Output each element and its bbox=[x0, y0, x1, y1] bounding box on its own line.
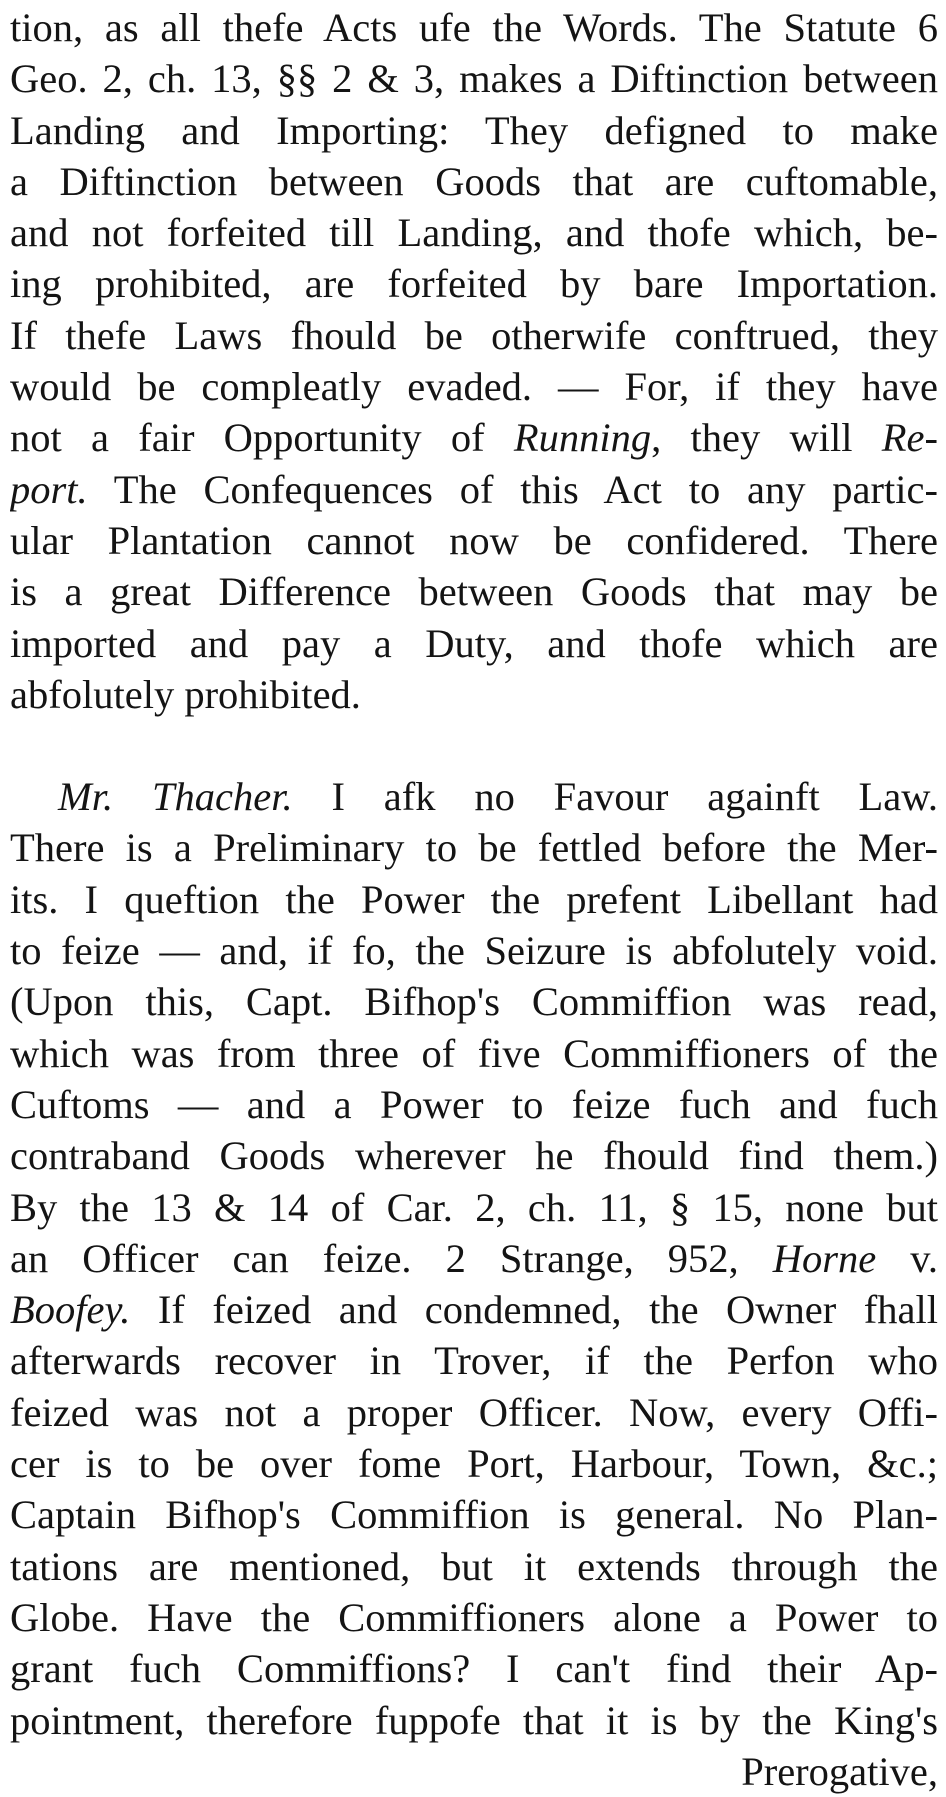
italic-word-report-end: port. bbox=[10, 466, 88, 512]
document-page bbox=[10, 2, 938, 1797]
text-line bbox=[10, 1284, 938, 1335]
text-line: grant fuch Commiffions? I can't find their Ap- bbox=[10, 1646, 938, 1692]
text-line: pointment, therefore fuppofe that it is by the King's bbox=[10, 1697, 938, 1743]
text-line: ing prohibited, are forfeited by bare Importation. bbox=[10, 261, 938, 307]
text-line: ular Plantation cannot now be confidered. There bbox=[10, 517, 938, 563]
text-line: Landing and Importing: They defigned to make bbox=[10, 107, 938, 153]
text-line: Geo. 2, ch. 13, §§ 2 & 3, makes a Diftinction between bbox=[10, 56, 938, 102]
text-line: its. I queftion the Power the prefent Libellant had bbox=[10, 876, 938, 922]
italic-word-running: Running bbox=[513, 415, 652, 461]
text-line: tations are mentioned, but it extends through the bbox=[10, 1543, 938, 1589]
text-run: , they will bbox=[651, 415, 882, 461]
paragraph-spacer bbox=[10, 720, 938, 771]
text-line: imported and pay a Duty, and thofe which are bbox=[10, 620, 938, 666]
text-line bbox=[10, 464, 938, 515]
text-run: an Officer can feize. 2 Strange, 952, bbox=[10, 1235, 773, 1281]
text-line: which was from three of five Commiffioners of the bbox=[10, 1030, 938, 1076]
text-line: contraband Goods wherever he fhould find them.) bbox=[10, 1133, 938, 1179]
text-line bbox=[10, 1233, 938, 1284]
italic-case-name-horne: Horne bbox=[772, 1235, 877, 1281]
text-line: (Upon this, Capt. Bifhop's Commiffion was read, bbox=[10, 979, 938, 1025]
catchword: Prerogative, bbox=[741, 1748, 938, 1794]
text-line: By the 13 & 14 of Car. 2, ch. 11, § 15, none but bbox=[10, 1184, 938, 1230]
text-line: and not forfeited till Landing, and thofe which, be- bbox=[10, 210, 938, 256]
text-line: to feize — and, if fo, the Seizure is abfolutely void. bbox=[10, 928, 938, 974]
text-run: If feized and condemned, the Owner fhall bbox=[130, 1287, 938, 1333]
text-line: cer is to be over fome Port, Harbour, Town, &c.; bbox=[10, 1441, 938, 1487]
text-line: Globe. Have the Commiffioners alone a Power to bbox=[10, 1594, 938, 1640]
text-line: feized was not a proper Officer. Now, every Offi- bbox=[10, 1389, 938, 1435]
text-line: Captain Bifhop's Commiffion is general. No Plan- bbox=[10, 1492, 938, 1538]
text-line: afterwards recover in Trover, if the Perfon who bbox=[10, 1338, 938, 1384]
paragraph-1 bbox=[10, 2, 938, 720]
text-run: not a fair Opportunity of bbox=[10, 415, 514, 461]
text-line bbox=[10, 771, 938, 822]
speaker-name: Mr. Thacher. bbox=[58, 774, 293, 820]
italic-word-report-start: Re- bbox=[881, 415, 938, 461]
text-line: abfolutely prohibited. bbox=[10, 671, 361, 717]
text-line: is a great Difference between Goods that may be bbox=[10, 569, 938, 615]
text-line: There is a Preliminary to be fettled before the Mer- bbox=[10, 825, 938, 871]
text-line bbox=[10, 412, 938, 463]
text-run: The Confequences of this Act to any partic- bbox=[87, 466, 938, 512]
text-line: tion, as all thefe Acts ufe the Words. The Statute 6 bbox=[10, 5, 938, 50]
text-line: a Diftinction between Goods that are cuftomable, bbox=[10, 158, 938, 204]
text-run: I afk no Favour againft Law. bbox=[292, 774, 938, 820]
text-line: would be compleatly evaded. — For, if they have bbox=[10, 364, 938, 410]
italic-case-name-boofey: Boofey. bbox=[10, 1287, 131, 1333]
text-line: If thefe Laws fhould be otherwife conftrued, they bbox=[10, 312, 938, 358]
text-line: Cuftoms — and a Power to feize fuch and fuch bbox=[10, 1081, 938, 1127]
paragraph-2 bbox=[10, 771, 938, 1797]
text-run: v. bbox=[876, 1235, 938, 1281]
